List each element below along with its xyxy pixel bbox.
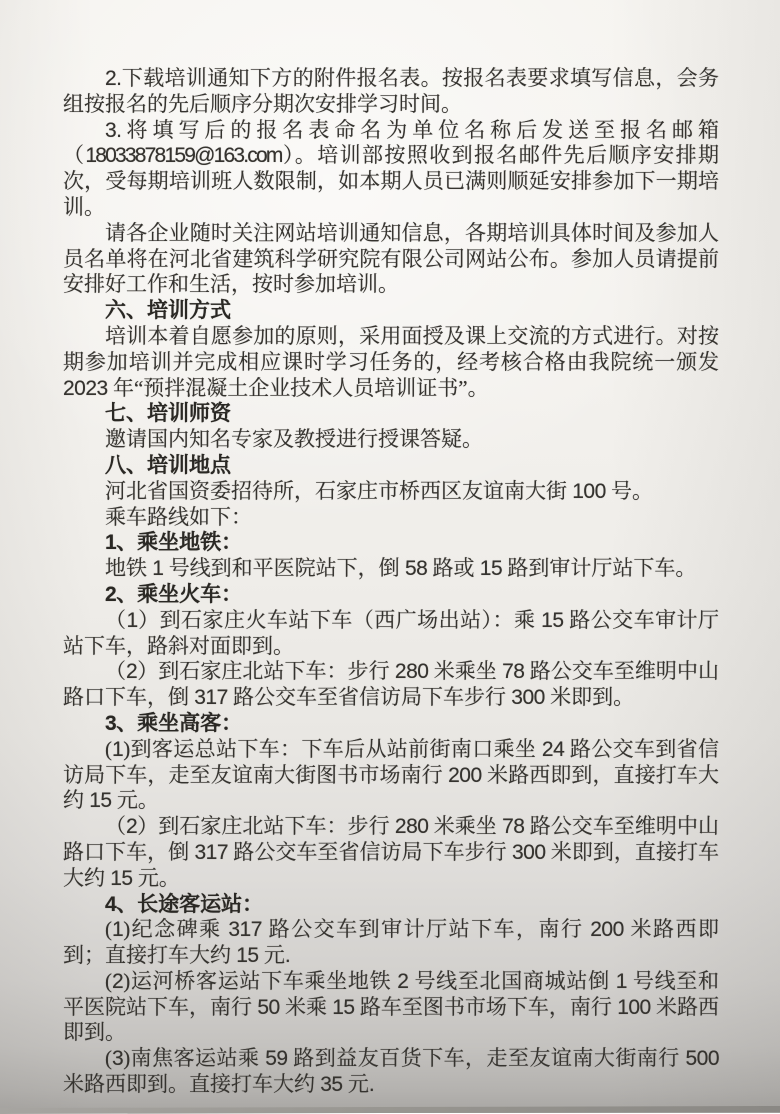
document-paragraph: 2.下载培训通知下方的附件报名表。按报名表要求填写信息，会务组按报名的先后顺序分期次安排学习时间。 [63,66,719,116]
numeric-text: 2 [126,815,138,839]
numeric-text: 1 [615,969,627,993]
numeric-text: 2 [112,969,124,993]
numeric-text: 2. [105,67,122,90]
section-heading: 八、培训地点 [105,453,231,477]
document-paragraph: （1）到石家庄火车站下车（西广场出站）：乘 15 路公交车审计厅站下车，路斜对面即到。 [63,607,720,658]
numeric-text: 2023 [63,376,108,400]
numeric-text: 15 [479,557,503,581]
numeric-text: 3 [105,711,117,735]
numeric-text: 300 [511,686,545,710]
section-heading: 1、乘坐地铁： [105,531,243,555]
numeric-text: 100 [617,995,651,1019]
document-paragraph: 邀请国内知名专家及教授进行授课答疑。 [105,427,483,452]
numeric-text: 35 [320,1073,343,1097]
numeric-text: 59 [265,1047,288,1071]
document-paragraph: 乘车路线如下： [105,504,252,529]
numeric-text: 3 [112,1047,124,1071]
document-paragraph: （2）到石家庄北站下车：步行 280 米乘坐 78 路公交车至维明中山路口下车，倒 317 路公交车至省信访局下车步行 300 米即到。 [63,659,719,710]
numeric-text: 2 [105,582,117,606]
document-paragraph: 培训本着自愿参加的原则，采用面授及课上交流的方式进行。对按期参加培训并完成相应课时学习任务的，经考核合格由我院统一颁发 2023 年“预拌混凝土企业技术人员培训证书”。 [63,323,719,400]
document-paragraph: (1)到客运总站下车：下车后从站前街南口乘坐 24 路公交车到省信访局下车，走至友谊南大街图书市场南行 200 米路西即到，直接打车大约 15 元。 [63,736,720,813]
numeric-text: 78 [502,660,525,684]
numeric-text: 15 [236,944,259,968]
document-paragraph: (1)纪念碑乘 317 路公交车到审计厅站下车，南行 200 米路西即到；直接打车大约 15 元. [63,917,720,968]
section-heading: 七、培训师资 [105,402,231,426]
numeric-text: 200 [448,763,482,787]
numeric-text: 317 [228,918,262,942]
numeric-text: 1 [112,737,124,761]
numeric-text: 1 [105,531,117,555]
section-heading: 2、乘坐火车： [105,582,243,606]
numeric-text: 500 [685,1047,720,1071]
numeric-text: 317 [194,686,228,710]
numeric-text: 50 [257,995,280,1019]
email-text: 18033878159@163.com [85,144,282,168]
document-paragraph: （2）到石家庄北站下车：步行 280 米乘坐 78 路公交车至维明中山路口下车，倒 317 路公交车至省信访局下车步行 300 米即到，直接打车大约 15 元。 [63,814,720,890]
document-paragraph: (3)南焦客运站乘 59 路到益友百货下车，走至友谊南大街南行 500 米路西即到。直接打车大约 35 元. [63,1046,720,1097]
numeric-text: 15 [110,866,133,890]
numeric-text: 280 [394,815,429,839]
numeric-text: 2 [126,660,138,684]
document-paragraph: (2)运河桥客运站下车乘坐地铁 2 号线至北国商城站倒 1 号线至和平医院站下车，南行 50 米乘 15 路车至图书市场下车，南行 100 米路西即到。 [63,968,720,1045]
numeric-text: 300 [511,840,546,864]
numeric-text: 78 [502,815,525,839]
numeric-text: 15 [541,608,564,632]
numeric-text: 4 [105,892,117,916]
numeric-text: 200 [590,918,624,942]
numeric-text: 24 [541,737,565,761]
numeric-text: 15 [332,995,355,1019]
numeric-text: . [284,944,291,968]
document-paragraph: 3.将填写后的报名表命名为单位名称后发送至报名邮箱（18033878159@163.com）。培训部按照收到报名邮件先后顺序安排期次，受每期培训班人数限制，如本期人员已满则顺延安排参加下一期培训。 [63,117,720,219]
section-heading: 4、长途客运站： [105,892,264,916]
document-paragraph: 河北省国资委招待所，石家庄市桥西区友谊南大街 100 号。 [105,478,654,503]
numeric-text: 280 [394,660,429,684]
numeric-text: 1 [112,918,124,942]
numeric-text: 1 [152,557,164,581]
numeric-text: 1 [126,608,138,632]
numeric-text: 15 [89,789,112,813]
numeric-text: 317 [194,840,229,864]
numeric-text: 2 [397,969,409,993]
numeric-text: . [368,1073,375,1097]
numeric-text: 58 [404,557,428,581]
document-paragraph: 请各企业随时关注网站培训通知信息，各期培训具体时间及参加人员名单将在河北省建筑科学研究院有限公司网站公布。参加人员请提前安排好工作和生活，按时参加培训。 [63,220,719,297]
document-paragraph: 地铁 1 号线到和平医院站下，倒 58 路或 15 路到审计厅站下车。 [105,556,697,581]
section-heading: 六、培训方式 [105,299,231,323]
section-heading: 3、乘坐高客： [105,711,243,735]
document-text-block [63,66,719,1098]
numeric-text: 100 [572,479,606,503]
numeric-text: 3. [105,118,122,142]
